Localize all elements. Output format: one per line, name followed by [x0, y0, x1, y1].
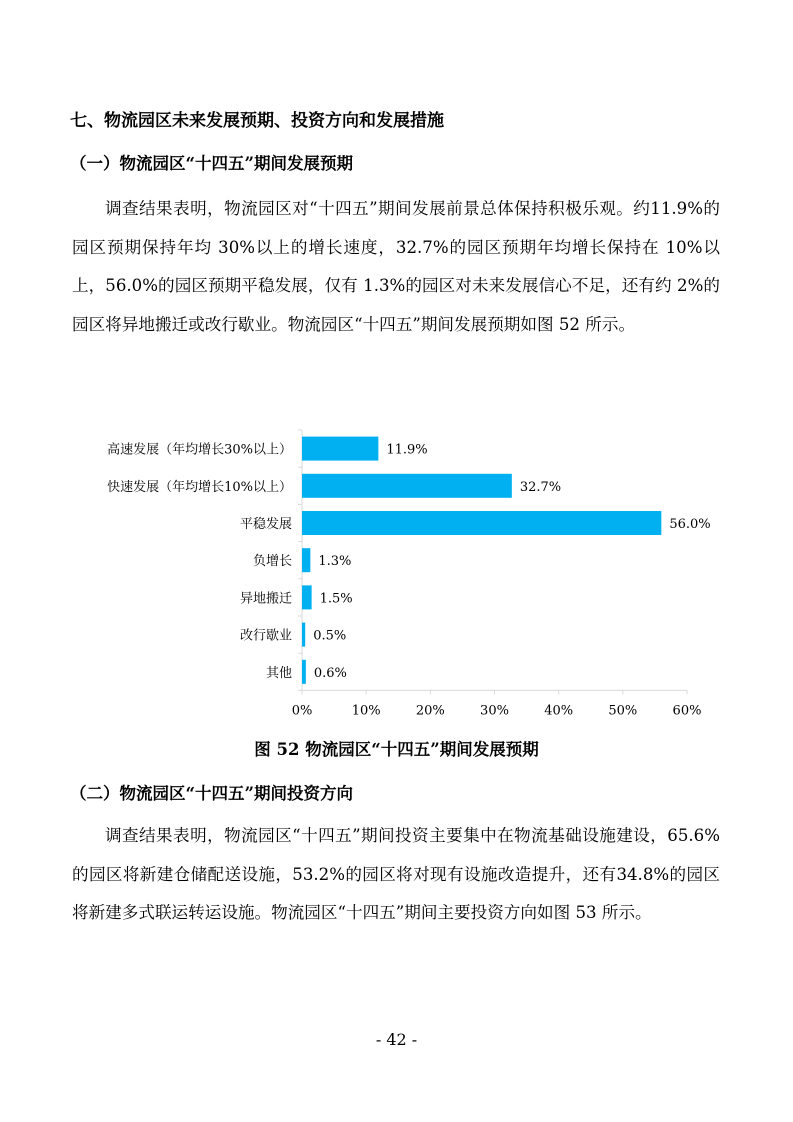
bar: [302, 511, 661, 535]
subsection-heading-2: （二）物流园区“十四五”期间投资方向: [70, 784, 353, 803]
figure-caption: 图 52 物流园区“十四五”期间发展预期: [254, 740, 539, 759]
data-label: 1.5%: [319, 591, 353, 607]
x-tick-label: 30%: [480, 703, 509, 719]
data-label: 11.9%: [386, 442, 428, 458]
paragraph-2: [72, 817, 720, 933]
category-label: 改行歇业: [239, 628, 292, 644]
development-expectation-chart: [60, 420, 720, 720]
paragraph-1: [72, 190, 720, 344]
paragraph-2-text: 调查结果表明，物流园区“十四五”期间投资主要集中在物流基础设施建设，65.6%的园区将新建仓储配送设施，53.2%的园区将对现有设施改造提升，还有34.8%的园区将新建多式联运转运设施。物流园区“十四五”期间主要投资方向如图 53 所示。: [72, 826, 720, 923]
x-tick-label: 0%: [291, 703, 313, 719]
bar: [302, 474, 512, 498]
category-label: 其他: [265, 665, 292, 681]
bar: [302, 437, 378, 461]
data-label: 56.0%: [669, 517, 711, 532]
data-label: 0.5%: [313, 628, 347, 644]
data-label: 1.3%: [318, 554, 352, 570]
bar: [302, 585, 312, 609]
subsection-heading-1: （一）物流园区“十四五”期间发展预期: [70, 154, 353, 173]
category-label: 高速发展（年均增长30%以上）: [107, 442, 292, 458]
paragraph-1-text: 调查结果表明，物流园区对“十四五”期间发展前景总体保持积极乐观。约11.9%的园区预期保持年均 30%以上的增长速度，32.7%的园区预期年均增长保持在 10%以上，56.0%的园区预期平稳发展，仅有 1.3%的园区对未来发展信心不足，还有约 2%的园区将异地搬迁或改行歇业。物流园区“十四五”期间发展预期如图 52 所示。: [72, 199, 720, 334]
x-tick-label: 20%: [415, 703, 445, 719]
section-heading: 七、物流园区未来发展预期、投资方向和发展措施: [70, 111, 444, 131]
bar: [302, 548, 310, 572]
bar: [302, 623, 305, 647]
category-label: 快速发展（年均增长10%以上）: [107, 479, 292, 495]
data-label: 32.7%: [519, 479, 562, 495]
page-number: - 42 -: [375, 1030, 418, 1049]
bar: [302, 660, 306, 684]
x-tick-label: 10%: [351, 703, 381, 719]
x-tick-label: 60%: [672, 703, 702, 719]
category-label: 负增长: [252, 554, 292, 570]
data-label: 0.6%: [313, 665, 347, 681]
category-label: 平稳发展: [239, 517, 292, 532]
x-tick-label: 40%: [544, 703, 574, 719]
category-label: 异地搬迁: [239, 591, 292, 607]
x-tick-label: 50%: [608, 703, 638, 719]
